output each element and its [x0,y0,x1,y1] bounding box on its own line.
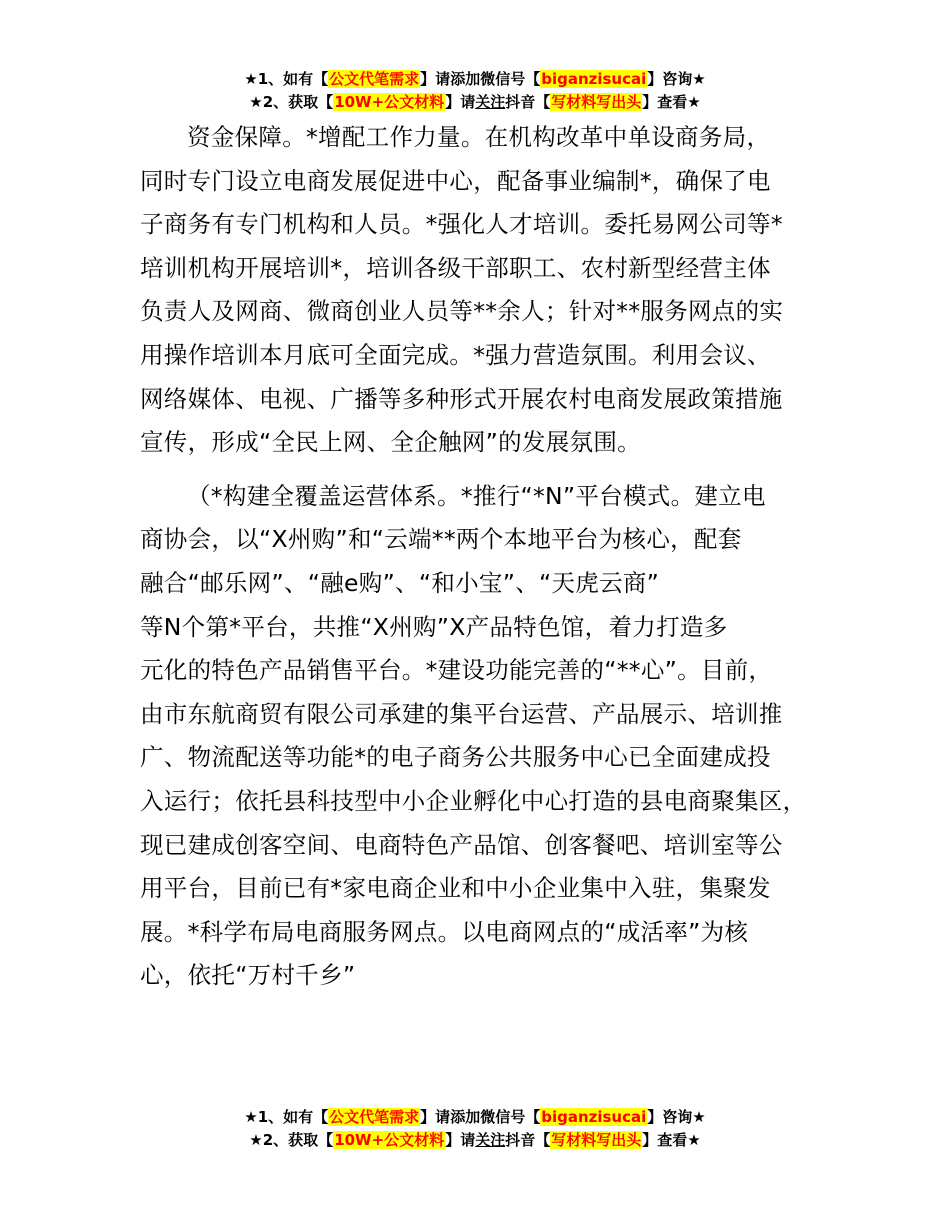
highlight-materials: 10W+公文材料 [334,93,445,111]
body-line: 心，依托“万村千乡” [140,961,356,990]
footer-highlight-douyin: 写材料写出头 [551,1131,642,1149]
body-line: 广、物流配送等功能*的电子商务公共服务中心已全面建成投 [140,743,771,772]
highlight-wechat-id: biganzisucai [541,70,647,88]
banner-line-2: ★2、获取【10W+公文材料】请关注抖音【写材料写出头】查看★ [249,93,701,111]
document-body [140,116,840,998]
footer-highlight-materials: 10W+公文材料 [334,1131,445,1149]
footer-banner [0,1106,950,1152]
body-line: 入运行；依托县科技型中小企业孵化中心打造的县电商聚集区， [140,786,807,815]
body-line: 由市东航商贸有限公司承建的集平台运营、产品展示、培训推 [140,699,783,728]
highlight-douyin: 写材料写出头 [551,93,642,111]
paragraph-gap [140,465,840,475]
body-line: 等N个第*平台，共推“X州购”X产品特色馆，着力打造多 [140,612,728,641]
body-line: 资金保障。*增配工作力量。在机构改革中单设商务局， [187,123,771,151]
body-line: 培训机构开展培训*，培训各级干部职工、农村新型经营主体 [140,253,771,282]
body-line: 展。*科学布局电商服务网点。以电商网点的“成活率”为核 [140,917,749,946]
body-line: 宣传，形成“全民上网、全企触网”的发展氛围。 [140,428,641,457]
body-line: 元化的特色产品销售平台。*建设功能完善的“**心”。目前， [140,656,773,685]
body-line: 负责人及网商、微商创业人员等**余人；针对**服务网点的实 [140,297,784,326]
footer-line-2: ★2、获取【10W+公文材料】请关注抖音【写材料写出头】查看★ [249,1131,701,1149]
header-banner [0,68,950,114]
banner-line-1: ★1、如有【公文代笔需求】请添加微信号【biganzisucai】咨询★ [244,70,706,88]
body-line: 网络媒体、电视、广播等多种形式开展农村电商发展政策措施 [140,384,783,413]
body-line: 同时专门设立电商发展促进中心，配备事业编制*，确保了电 [140,166,771,195]
body-line: 现已建成创客空间、电商特色产品馆、创客餐吧、培训室等公 [140,830,783,859]
highlight-ghostwriting: 公文代笔需求 [329,70,420,88]
body-line: 用平台，目前已有*家电商企业和中小企业集中入驻，集聚发 [140,874,771,903]
footer-line-1: ★1、如有【公文代笔需求】请添加微信号【biganzisucai】咨询★ [244,1108,706,1126]
body-line: 融合“邮乐网”、“融e购”、“和小宝”、“天虎云商” [140,568,660,597]
body-line: 子商务有专门机构和人员。*强化人才培训。委托易网公司等* [140,210,783,239]
body-line: 用操作培训本月底可全面完成。*强力营造氛围。利用会议、 [140,340,771,369]
footer-highlight-ghostwriting: 公文代笔需求 [329,1108,420,1126]
footer-highlight-wechat-id: biganzisucai [541,1108,647,1126]
body-line: （*构建全覆盖运营体系。*推行“*N”平台模式。建立电 [187,481,766,510]
body-line: 商协会，以“X州购”和“云端**两个本地平台为核心，配套 [140,525,742,554]
